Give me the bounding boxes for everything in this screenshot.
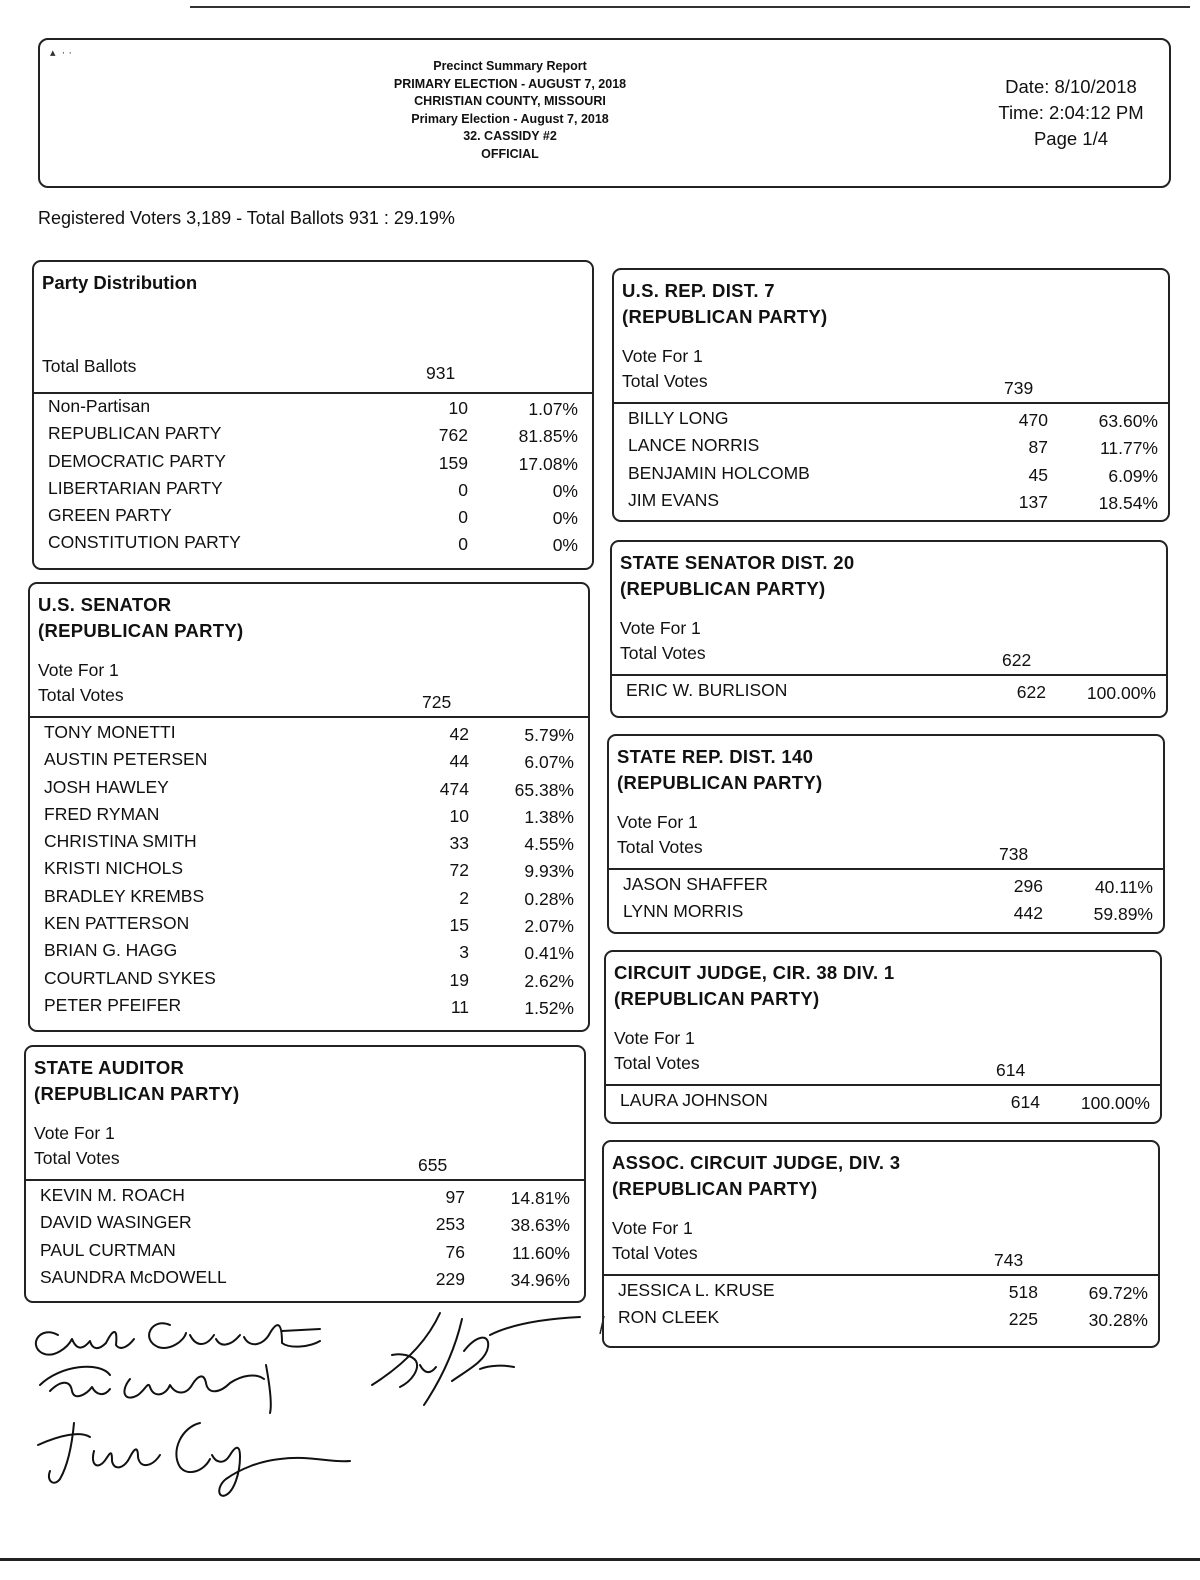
report-header [38, 38, 1171, 188]
candidate-name: JIM EVANS [628, 489, 720, 510]
candidate-name: COURTLAND SYKES [44, 967, 216, 988]
candidate-percent: 9.93% [524, 861, 574, 882]
assoc-circuit-judge-3-box [602, 1140, 1160, 1348]
candidate-votes: 33 [449, 833, 469, 854]
candidate-name: AUSTIN PETERSEN [44, 749, 208, 770]
candidate-percent: 100.00% [1086, 683, 1156, 703]
candidate-rows [623, 874, 1153, 929]
us-senator-box [28, 582, 590, 1032]
separator [609, 868, 1163, 870]
candidate-row [44, 913, 578, 940]
candidate-percent: 0.41% [524, 943, 574, 964]
candidate-name: KEN PATTERSON [44, 913, 190, 934]
candidate-percent: 34.96% [510, 1269, 570, 1290]
candidate-percent: 6.09% [1108, 465, 1158, 486]
candidate-row [44, 831, 578, 858]
candidate-rows [628, 408, 1158, 517]
total-votes-value: 614 [996, 1060, 1026, 1080]
candidate-votes: 97 [445, 1187, 465, 1207]
candidate-rows [618, 1280, 1148, 1335]
vote-for-label: Vote For 1 [612, 1218, 693, 1238]
state-senator-20-box [610, 540, 1168, 718]
bottom-edge-line [0, 1558, 1200, 1561]
candidate-name: CHRISTINA SMITH [44, 831, 197, 852]
report-title: Precinct Summary Report [433, 59, 587, 73]
total-ballots-value: 931 [426, 363, 456, 383]
separator [604, 1274, 1158, 1276]
race-party: (REPUBLICAN PARTY) [617, 772, 823, 793]
total-votes-value: 725 [422, 692, 452, 712]
race-office: CIRCUIT JUDGE, CIR. 38 DIV. 1 [614, 962, 895, 983]
candidate-row [620, 1090, 1150, 1117]
race-title [34, 1055, 239, 1107]
party-distribution-title: Party Distribution [42, 272, 198, 293]
candidate-percent: 38.63% [510, 1215, 570, 1236]
election-subtitle: Primary Election - August 7, 2018 [411, 111, 609, 126]
race-title [612, 1150, 900, 1202]
candidate-row [623, 874, 1153, 901]
separator [30, 716, 588, 718]
signature-4 [372, 1313, 580, 1405]
race-office: U.S. REP. DIST. 7 [622, 280, 775, 301]
party-row: LIBERTARIAN PARTY 0 0% [48, 477, 578, 501]
candidate-name: BENJAMIN HOLCOMB [628, 462, 810, 483]
us-rep-7-box [612, 268, 1170, 522]
candidate-name: DAVID WASINGER [40, 1212, 192, 1233]
election-name: PRIMARY ELECTION - AUGUST 7, 2018 [393, 76, 627, 91]
top-edge-line [190, 6, 1190, 8]
total-ballots-label: Total Ballots [42, 356, 137, 376]
candidate-percent: 2.62% [524, 970, 574, 991]
total-votes-value: 655 [418, 1155, 448, 1175]
candidate-row [628, 490, 1158, 517]
candidate-name: FRED RYMAN [44, 803, 160, 824]
candidate-name: RON CLEEK [618, 1307, 720, 1328]
race-office: U.S. SENATOR [38, 594, 172, 615]
candidate-percent: 30.28% [1088, 1310, 1148, 1331]
candidate-rows [626, 680, 1156, 707]
vote-for-label: Vote For 1 [620, 618, 701, 638]
candidate-row [44, 804, 578, 831]
candidate-row [44, 886, 578, 913]
report-title-block [340, 58, 680, 163]
candidate-percent: 11.60% [511, 1242, 570, 1263]
total-votes-value: 738 [999, 844, 1029, 864]
signature-2 [40, 1365, 271, 1413]
candidate-percent: 4.55% [524, 834, 574, 855]
candidate-votes: 45 [1028, 464, 1048, 485]
signature-3 [38, 1423, 350, 1496]
race-office: STATE REP. DIST. 140 [617, 746, 814, 767]
candidate-percent: 6.07% [524, 752, 574, 773]
race-office: STATE SENATOR DIST. 20 [620, 552, 855, 573]
candidate-rows [44, 722, 578, 1022]
race-party: (REPUBLICAN PARTY) [614, 988, 820, 1009]
candidate-votes: 229 [435, 1268, 465, 1289]
race-title [614, 960, 894, 1012]
race-title [622, 278, 827, 330]
candidate-row [44, 777, 578, 804]
candidate-name: KRISTI NICHOLS [44, 858, 184, 879]
candidate-votes: 2 [459, 887, 469, 908]
report-meta [981, 74, 1161, 152]
candidate-votes: 3 [459, 942, 469, 963]
candidate-row [623, 901, 1153, 928]
candidate-row [44, 968, 578, 995]
total-votes-label: Total Votes [614, 1053, 700, 1073]
total-votes-label: Total Votes [622, 371, 708, 391]
race-title [617, 744, 822, 796]
candidate-row [44, 749, 578, 776]
separator [34, 392, 592, 394]
candidate-row [628, 408, 1158, 435]
candidate-percent: 1.38% [524, 806, 574, 827]
page-number: Page 1/4 [1033, 128, 1109, 149]
vote-for-label: Vote For 1 [614, 1028, 695, 1048]
candidate-name: PAUL CURTMAN [40, 1239, 176, 1260]
candidate-votes: 470 [1018, 410, 1048, 430]
vote-for-label: Vote For 1 [622, 346, 703, 366]
candidate-row [626, 680, 1156, 707]
separator [614, 402, 1168, 404]
candidate-votes: 474 [439, 778, 469, 799]
total-votes-value: 743 [994, 1250, 1024, 1270]
candidate-row [40, 1185, 574, 1212]
total-votes-value: 622 [1002, 650, 1032, 670]
race-title [38, 592, 243, 644]
candidate-percent: 18.54% [1098, 492, 1158, 513]
candidate-votes: 137 [1018, 491, 1048, 512]
candidate-row [40, 1267, 574, 1294]
candidate-name: BRIAN G. HAGG [44, 940, 178, 961]
separator [612, 674, 1166, 676]
candidate-percent: 69.72% [1088, 1283, 1148, 1303]
signature-1 [36, 1323, 320, 1354]
race-office: STATE AUDITOR [34, 1057, 185, 1078]
candidate-name: JOSH HAWLEY [44, 776, 169, 797]
registration-summary: Registered Voters 3,189 - Total Ballots 931 : 29.19% [38, 208, 455, 228]
candidate-row [628, 435, 1158, 462]
scan-specks: ▴ · · [50, 47, 73, 59]
race-party: (REPUBLICAN PARTY) [612, 1178, 818, 1199]
candidate-name: PETER PFEIFER [44, 994, 182, 1015]
candidate-votes: 44 [449, 751, 469, 772]
candidate-votes: 442 [1013, 903, 1043, 924]
candidate-row [618, 1307, 1148, 1334]
candidate-row [40, 1212, 574, 1239]
candidate-name: LANCE NORRIS [628, 435, 760, 456]
candidate-votes: 15 [449, 915, 469, 936]
candidate-name: BILLY LONG [628, 408, 729, 428]
candidate-name: SAUNDRA McDOWELL [40, 1266, 227, 1287]
total-votes-label: Total Votes [38, 685, 124, 705]
vote-for-label: Vote For 1 [34, 1123, 115, 1143]
race-party: (REPUBLICAN PARTY) [622, 306, 828, 327]
circuit-judge-38-box [604, 950, 1162, 1124]
vote-for-label: Vote For 1 [38, 660, 119, 680]
candidate-votes: 296 [1013, 876, 1043, 896]
race-party: (REPUBLICAN PARTY) [620, 578, 826, 599]
race-party: (REPUBLICAN PARTY) [34, 1083, 240, 1104]
handwritten-signatures [20, 1295, 600, 1515]
candidate-name: TONY MONETTI [44, 722, 176, 742]
total-votes-value: 739 [1004, 378, 1034, 398]
candidate-percent: 63.60% [1098, 411, 1158, 431]
report-time: Time: 2:04:12 PM [998, 102, 1144, 123]
separator [606, 1084, 1160, 1086]
total-votes-label: Total Votes [617, 837, 703, 857]
candidate-name: JASON SHAFFER [623, 874, 768, 894]
candidate-votes: 253 [435, 1214, 465, 1235]
party-row: REPUBLICAN PARTY 762 81.85% [48, 423, 578, 447]
signature-mark [598, 1316, 608, 1336]
precinct-name: 32. CASSIDY #2 [463, 129, 557, 143]
candidate-name: LAURA JOHNSON [620, 1090, 768, 1110]
county-name: CHRISTIAN COUNTY, MISSOURI [414, 94, 606, 108]
race-title [620, 550, 854, 602]
candidate-percent: 100.00% [1080, 1093, 1150, 1113]
candidate-name: ERIC W. BURLISON [626, 680, 788, 700]
party-row: GREEN PARTY 0 0% [48, 505, 578, 529]
candidate-percent: 11.77% [1099, 438, 1158, 459]
candidate-row [628, 463, 1158, 490]
candidate-rows [40, 1185, 574, 1294]
candidate-percent: 1.52% [524, 997, 574, 1018]
candidate-percent: 40.11% [1094, 877, 1153, 897]
candidate-percent: 14.81% [510, 1188, 570, 1208]
separator [26, 1179, 584, 1181]
candidate-votes: 518 [1008, 1282, 1038, 1302]
candidate-row [44, 995, 578, 1022]
candidate-name: BRADLEY KREMBS [44, 885, 205, 906]
state-rep-140-box [607, 734, 1165, 934]
official-label: OFFICIAL [481, 146, 539, 161]
candidate-votes: 10 [449, 805, 469, 826]
candidate-votes: 19 [449, 969, 469, 990]
candidate-votes: 11 [450, 996, 469, 1017]
candidate-percent: 0.28% [524, 888, 574, 909]
candidate-votes: 72 [449, 860, 469, 881]
candidate-row [44, 940, 578, 967]
candidate-name: KEVIN M. ROACH [40, 1185, 185, 1205]
total-votes-label: Total Votes [620, 643, 706, 663]
candidate-percent: 5.79% [524, 725, 574, 745]
candidate-percent: 59.89% [1093, 904, 1153, 925]
party-row: CONSTITUTION PARTY 0 0% [48, 532, 578, 556]
candidate-votes: 42 [449, 724, 469, 744]
state-auditor-box [24, 1045, 586, 1303]
race-party: (REPUBLICAN PARTY) [38, 620, 244, 641]
candidate-votes: 87 [1028, 437, 1048, 458]
candidate-votes: 614 [1010, 1092, 1040, 1112]
candidate-percent: 2.07% [524, 916, 574, 937]
candidate-row [44, 858, 578, 885]
total-votes-label: Total Votes [612, 1243, 698, 1263]
candidate-rows [620, 1090, 1150, 1117]
party-rows [48, 396, 582, 560]
candidate-percent: 65.38% [514, 779, 574, 800]
candidate-votes: 622 [1016, 682, 1046, 702]
candidate-name: JESSICA L. KRUSE [618, 1280, 775, 1300]
party-row: DEMOCRATIC PARTY 159 17.08% [48, 450, 578, 474]
candidate-name: LYNN MORRIS [623, 901, 744, 922]
race-office: ASSOC. CIRCUIT JUDGE, DIV. 3 [612, 1152, 901, 1173]
report-date: Date: 8/10/2018 [1005, 76, 1137, 97]
party-row: Non-Partisan 10 1.07% [48, 396, 578, 419]
candidate-row [44, 722, 578, 749]
candidate-votes: 76 [445, 1241, 465, 1262]
candidate-row [618, 1280, 1148, 1307]
party-distribution-box [32, 260, 594, 570]
total-votes-label: Total Votes [34, 1148, 120, 1168]
candidate-row [40, 1240, 574, 1267]
candidate-votes: 225 [1008, 1309, 1038, 1330]
vote-for-label: Vote For 1 [617, 812, 698, 832]
